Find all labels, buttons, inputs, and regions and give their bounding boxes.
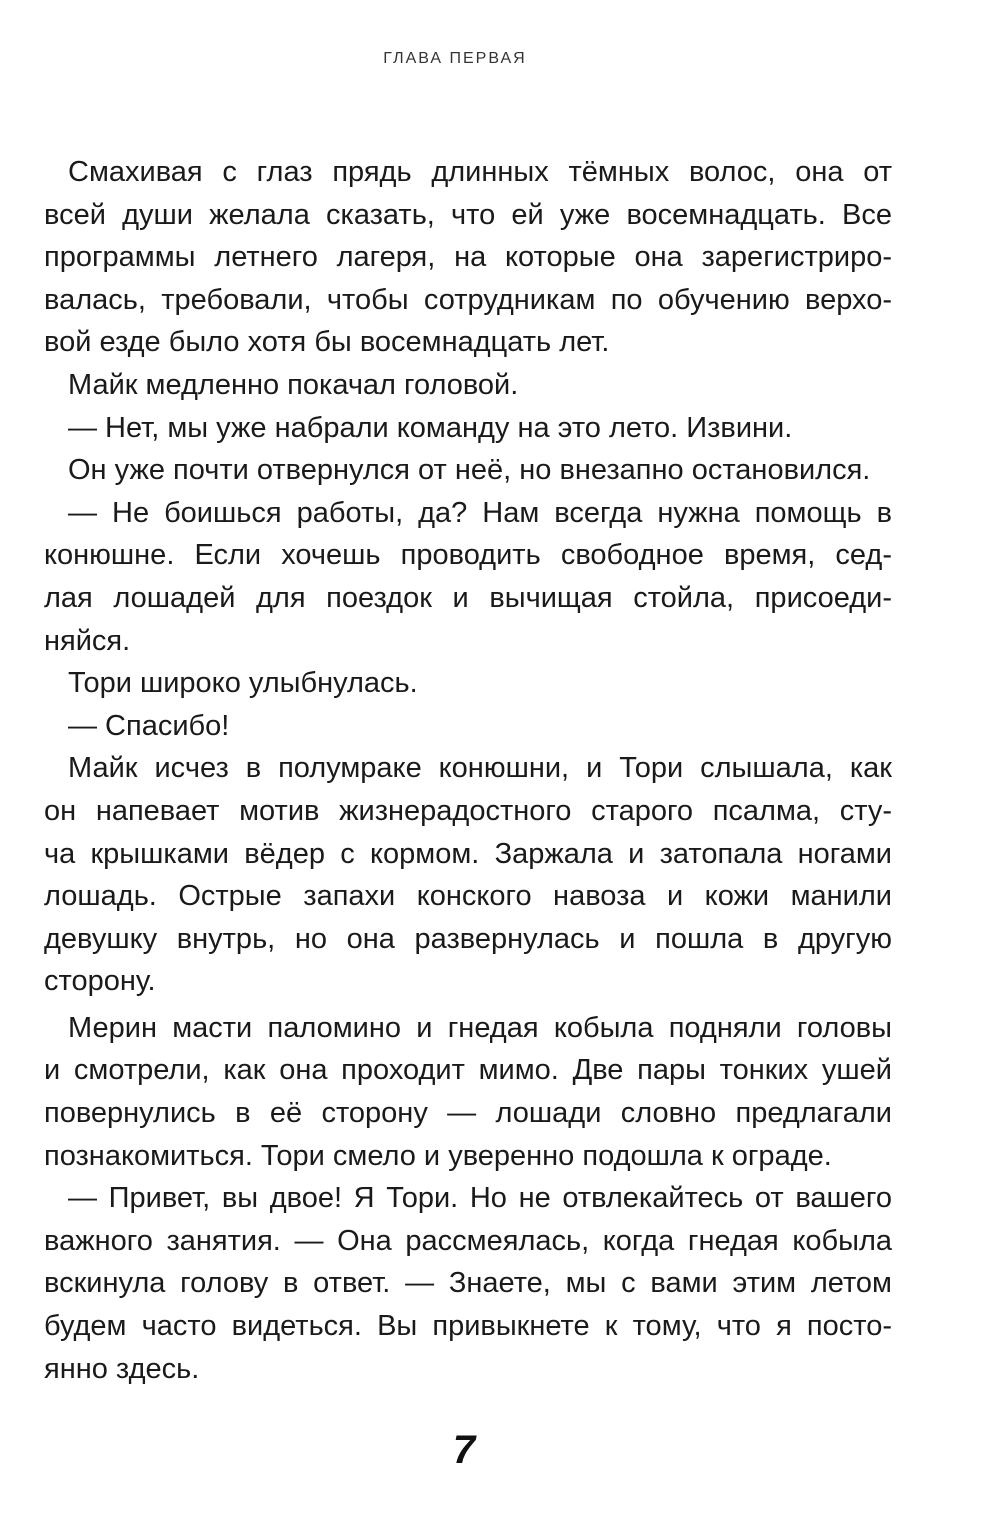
text-line: няйся. xyxy=(44,624,131,657)
text-line: валась, требовали, чтобы сотрудникам по обучению верхо- xyxy=(44,283,892,316)
text-line: девушку внутрь, но она развернулась и пошла в другую xyxy=(44,922,892,955)
text-line: янно здесь. xyxy=(44,1352,200,1385)
text-line: вскинула голову в ответ. — Знаете, мы с вами этим летом xyxy=(44,1267,892,1300)
page-number: 7 xyxy=(452,1428,476,1472)
text-line: важного занятия. — Она рассмеялась, когда гнедая кобыла xyxy=(44,1224,892,1257)
text-line: конюшне. Если хочешь проводить свободное время, сед- xyxy=(44,539,892,572)
text-line: он напевает мотив жизнерадостного старого псалма, сту- xyxy=(44,794,892,827)
text-line: всей души желала сказать, что ей уже восемнадцать. Все xyxy=(44,198,892,231)
text-line: сторону. xyxy=(44,965,156,998)
text-line: — Нет, мы уже набрали команду на это лето. Извини. xyxy=(68,411,793,444)
text-line: лая лошадей для поездок и вычищая стойла, присоеди- xyxy=(44,581,892,614)
text-line: вой езде было хотя бы восемнадцать лет. xyxy=(44,326,610,359)
text-line: Майк исчез в полумраке конюшни, и Тори слышала, как xyxy=(68,752,892,785)
text-line: лошадь. Острые запахи конского навоза и кожи манили xyxy=(44,880,892,913)
text-line: Тори широко улыбнулась. xyxy=(68,667,418,700)
text-line: будем часто видеться. Вы привыкнете к тому, что я посто- xyxy=(44,1310,892,1343)
text-line: Майк медленно покачал головой. xyxy=(68,368,519,401)
text-line: — Спасибо! xyxy=(68,709,230,742)
text-line: повернулись в её сторону — лошади словно предлагали xyxy=(44,1097,892,1130)
text-line: Смахивая с глаз прядь длинных тёмных волос, она от xyxy=(68,156,892,188)
body-text xyxy=(44,151,892,1390)
text-line: Он уже почти отвернулся от неё, но внезапно остановился. xyxy=(68,454,871,487)
text-line: — Не боишься работы, да? Нам всегда нужна помощь в xyxy=(68,496,892,529)
text-line: — Привет, вы двое! Я Тори. Но не отвлекайтесь от вашего xyxy=(68,1182,892,1215)
running-head-chapter-title: ГЛАВА ПЕРВАЯ xyxy=(383,50,527,67)
text-line: Мерин масти паломино и гнедая кобыла подняли головы xyxy=(68,1011,892,1044)
text-line: и смотрели, как она проходит мимо. Две пары тонких ушей xyxy=(44,1054,892,1087)
text-line: познакомиться. Тори смело и уверенно подошла к ограде. xyxy=(44,1139,832,1172)
text-line: ча крышками вёдер с кормом. Заржала и затопала ногами xyxy=(44,837,892,870)
text-line: программы летнего лагеря, на которые она зарегистриро- xyxy=(44,241,892,274)
